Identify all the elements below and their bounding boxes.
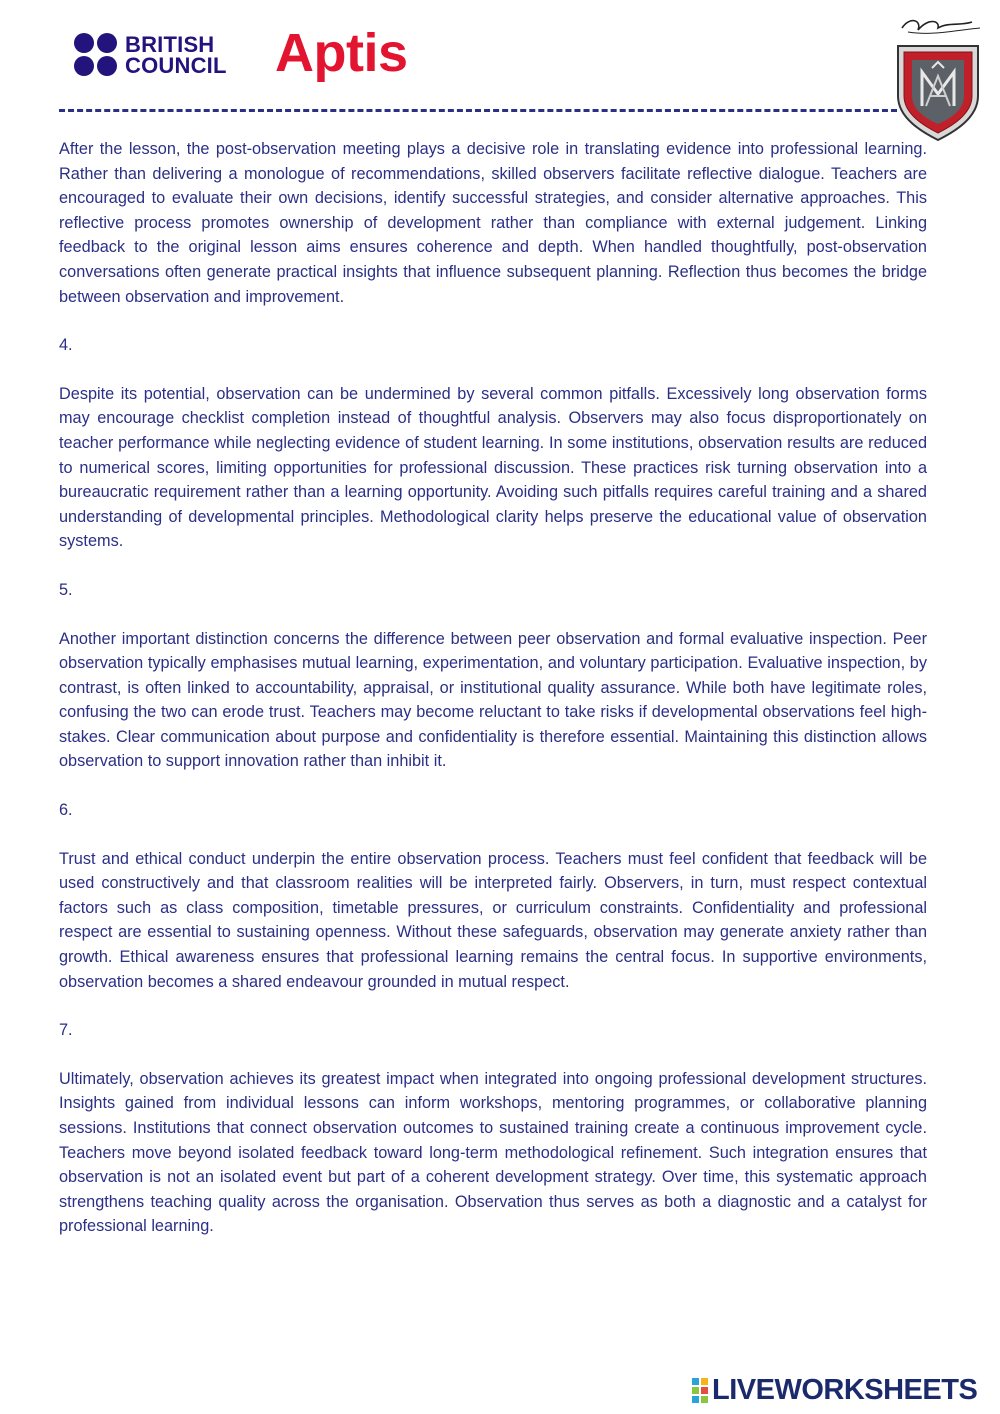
liveworksheets-wordmark: LIVEWORKSHEETS <box>712 1374 978 1406</box>
document-body <box>59 137 927 1239</box>
british-council-logo <box>74 33 227 76</box>
paragraph-4: Despite its potential, observation can be undermined by several common pitfalls. Excessively long observation forms may encourage checklist completion instead of thoughtful analysis. Observers may also focus disproportionately on teacher performance while neglecting evidence of student learning. In some institutions, observation results are reduced to numerical scores, limiting opportunities for professional discussion. These practices risk turning observation into a bureaucratic requirement rather than a learning opportunity. Avoiding such pitfalls requires careful training and a shared understanding of developmental principles. Methodological clarity helps preserve the educational value of observation systems. <box>59 384 927 551</box>
section-number-6: 6. <box>59 801 73 820</box>
british-council-dots-icon <box>74 33 117 76</box>
section-number-7: 7. <box>59 1021 73 1040</box>
british-council-wordmark <box>125 31 227 78</box>
header-dashed-divider <box>59 109 897 112</box>
aptis-logo: Aptis <box>275 23 408 83</box>
paragraph-6: Trust and ethical conduct underpin the entire observation process. Teachers must feel confident that feedback will be used constructively and that classroom realities will be interpreted fairly. Observers, in turn, must respect contextual factors such as class composition, timetable pressures, or curriculum constraints. Confidentiality and professional respect are essential to sustaining openness. Without these safeguards, observation may generate anxiety rather than growth. Ethical awareness ensures that professional learning remains the central focus. In supportive environments, observation becomes a shared endeavour grounded in mutual respect. <box>59 849 927 991</box>
paragraph-7: Ultimately, observation achieves its greatest impact when integrated into ongoing professional development structures. Insights gained from individual lessons can inform workshops, mentoring programmes, or collaborative planning sessions. Institutions that connect observation outcomes to sustained training create a continuous improvement cycle. Teachers move beyond isolated feedback toward long-term methodological refinement. Such integration ensures that observation is not an isolated event but part of a coherent development strategy. Over time, this systematic approach strengthens teaching quality across the organisation. Observation thus serves as both a diagnostic and a catalyst for professional learning. <box>59 1069 927 1236</box>
liveworksheets-logo[interactable] <box>692 1374 977 1407</box>
montfort-crest-logo <box>888 6 988 146</box>
paragraph-5: Another important distinction concerns the difference between peer observation and formal evaluative inspection. Peer observation typically emphasises mutual learning, experimentation, and voluntary participation. Evaluative inspection, by contrast, is often linked to accountability, appraisal, or institutional quality assurance. While both have legitimate roles, confusing the two can erode trust. Teachers may become reluctant to take risks if developmental observations feel high-stakes. Clear communication about purpose and confidentiality is therefore essential. Maintaining this distinction allows observation to support innovation rather than inhibit it. <box>59 629 927 771</box>
british-council-line1: BRITISH <box>125 31 215 57</box>
section-number-5: 5. <box>59 580 73 599</box>
page-header <box>0 0 1000 140</box>
british-council-line2: COUNCIL <box>125 52 227 78</box>
paragraph-3: After the lesson, the post-observation meeting plays a decisive role in translating evidence into professional learning. Rather than delivering a monologue of recommendations, skilled observers facilitate reflective dialogue. Teachers are encouraged to evaluate their own decisions, identify successful strategies, and consider alternative approaches. This reflective process promotes ownership of development rather than compliance with external judgement. Linking feedback to the original lesson aims ensures coherence and depth. When handled thoughtfully, post-observation conversations often generate practical insights that influence subsequent planning. Reflection thus becomes the bridge between observation and improvement. <box>59 140 927 306</box>
liveworksheets-icon <box>692 1378 708 1403</box>
section-number-4: 4. <box>59 336 73 355</box>
